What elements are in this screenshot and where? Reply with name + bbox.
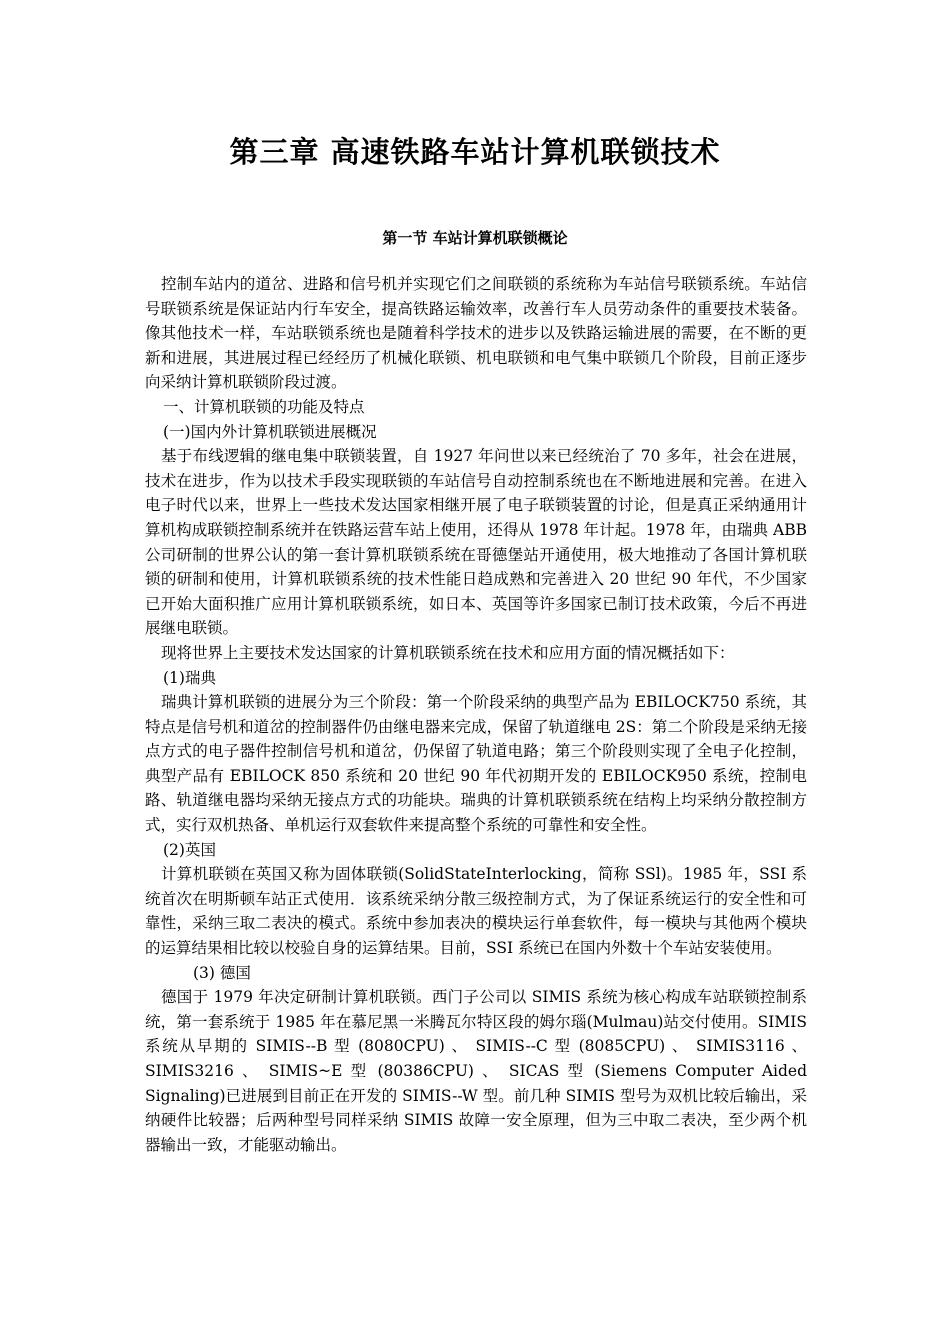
paragraph-germany: 德国于 1979 年决定研制计算机联锁。西门子公司以 SIMIS 系统为核心构成车站联锁控制系统，第一套系统于 1985 年在慕尼黑一米腾瓦尔特区段的姆尔瑙(Mulmau)站交付使用。SIMIS 系统从早期的 SIMIS--B 型 (8080CPU) 、 SIMIS--C 型 (8085CPU) 、 SIMIS3116 、 SIMIS3216 、 SIMIS~E 型 (80386CPU) 、 SICAS 型 (Siemens Computer Aided Signaling)已进展到目前正在开发的 SIMIS--W 型。前几种 SIMIS 型号为双机比较后输出，采纳硬件比较器；后两种型号同样采纳 SIMIS 故障一安全原理，但为三中取二表决，至少两个机器输出一致，才能驱动输出。 (145, 988, 807, 1154)
heading-uk: (2)英国 (163, 840, 216, 859)
paragraph-intro: 控制车站内的道岔、进路和信号机并实现它们之间联锁的系统称为车站信号联锁系统。车站信号联锁系统是保证站内行车安全，提高铁路运输效率，改善行车人员劳动条件的重要技术装备。像其他技术一样，车站联锁系统也是随着科学技术的进步以及铁路运输进展的需要，在不断的更新和进展，其进展过程已经经历了机械化联锁、机电联锁和电气集中联锁几个阶段，目前正逐步向采纳计算机联锁阶段过渡。 (145, 275, 807, 392)
paragraph-uk: 计算机联锁在英国又称为固体联锁(SolidStateInterlocking，简称 SSl)。1985 年，SSI 系统首次在明斯顿车站正式使用．该系统采纳分散三级控制方式，为了保证系统运行的安全性和可靠性，采纳三取二表决的模式。系统中参加表决的模块运行单套软件，每一模块与其他两个模块的运算结果相比较以校验自身的运算结果。目前，SSI 系统已在国内外数十个车站安装使用。 (145, 865, 807, 958)
chapter-title: 第三章 高速铁路车站计算机联锁技术 (229, 135, 721, 169)
paragraph-history: 基于布线逻辑的继电集中联锁装置，自 1927 年问世以来已经统治了 70 多年，社会在进展，技术在进步，作为以技术手段实现联锁的车站信号自动控制系统也在不断地进展和完善。在进入电子时代以来，世界上一些技术发达国家相继开展了电子联锁装置的讨论，但是真正采纳通用计算机构成联锁控制系统并在铁路运营车站上使用，还得从 1978 年计起。1978 年，由瑞典 ABB 公司研制的世界公认的第一套计算机联锁系统在哥德堡站开通使用，极大地推动了各国计算机联锁的研制和使用，计算机联锁系统的技术性能日趋成熟和完善进入 20 世纪 90 年代，不少国家已开始大面积推广应用计算机联锁系统，如日本、英国等许多国家已制订技术政策，今后不再进展继电联锁。 (145, 447, 807, 638)
heading-functions-features: 一、计算机联锁的功能及特点 (163, 397, 365, 416)
heading-germany: (3) 德国 (193, 963, 251, 982)
heading-sweden: (1)瑞典 (163, 668, 216, 687)
paragraph-summary-lead: 现将世界上主要技术发达国家的计算机联锁系统在技术和应用方面的情况概括如下： (161, 643, 735, 662)
paragraph-sweden: 瑞典计算机联锁的进展分为三个阶段：第一个阶段采纳的典型产品为 EBILOCK750 系统，其特点是信号机和道岔的控制器件仍由继电器来完成，保留了轨道继电 2S：第二个阶段是采纳无接点方式的电子器件控制信号机和道岔，仍保留了轨道电路；第三个阶段则实现了全电子化控制，典型产品有 EBILOCK 850 系统和 20 世纪 90 年代初期开发的 EBILOCK950 系统，控制电路、轨道继电器均采纳无接点方式的功能块。瑞典的计算机联锁系统在结构上均采纳分散控制方式，实行双机热备、单机运行双套软件来提高整个系统的可靠性和安全性。 (145, 693, 807, 835)
section-title: 第一节 车站计算机联锁概论 (382, 229, 568, 247)
body-text (145, 272, 807, 1157)
heading-development-overview: (一)国内外计算机联锁进展概况 (163, 422, 377, 441)
